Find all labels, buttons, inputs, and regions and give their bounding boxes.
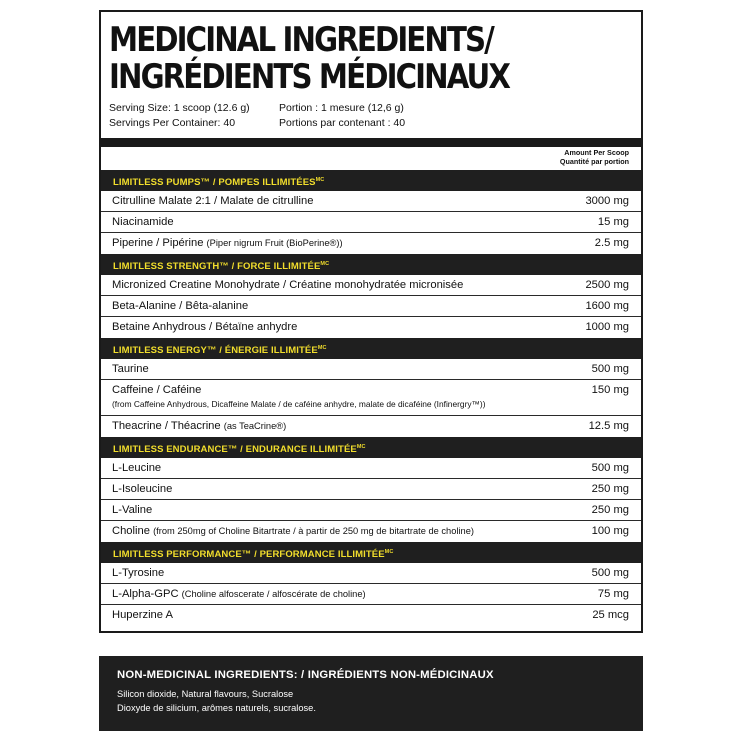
ingredient-row <box>101 191 641 212</box>
ingredient-name: L-Valine <box>112 504 153 516</box>
ingredient-amount: 25 mcg <box>592 609 629 621</box>
ingredient-row <box>101 380 641 416</box>
section-title: LIMITLESS PUMPS™ / POMPES ILLIMITÉES <box>113 177 316 188</box>
section-title: LIMITLESS ENDURANCE™ / ENDURANCE ILLIMITÉE <box>113 444 357 455</box>
ingredient-row <box>101 317 641 338</box>
ingredient-row <box>101 458 641 479</box>
ingredient-amount: 250 mg <box>591 504 629 516</box>
section-trademark: MC <box>320 261 330 267</box>
ingredient-name: L-Alpha-GPC <box>112 588 179 600</box>
section-header <box>101 338 641 359</box>
ingredient-row <box>101 359 641 380</box>
amount-header-en: Amount Per Scoop <box>564 148 629 157</box>
ingredient-name: Choline <box>112 525 150 537</box>
ingredient-source-note: (from Caffeine Anhydrous, Dicaffeine Malate / de caféine anhydre, malate de dicaféine (Infinergry™)) <box>112 399 486 409</box>
servings-per-container-en: Servings Per Container: 40 <box>109 117 236 129</box>
ingredient-amount: 2500 mg <box>585 279 629 291</box>
ingredient-amount: 100 mg <box>591 525 629 537</box>
ingredient-name: Taurine <box>112 363 149 375</box>
panel-title <box>109 22 565 96</box>
ingredient-name-cell <box>112 320 297 335</box>
ingredient-amount: 75 mg <box>597 588 629 600</box>
ingredient-sections <box>101 170 641 626</box>
ingredient-name-cell <box>112 524 474 539</box>
section-title: LIMITLESS PERFORMANCE™ / PERFORMANCE ILLIMITÉE <box>113 549 385 560</box>
ingredient-name-cell <box>112 278 463 293</box>
section-trademark: MC <box>384 549 394 555</box>
section-trademark: MC <box>315 177 325 183</box>
section-trademark: MC <box>356 444 366 450</box>
ingredient-name-cell <box>112 215 174 230</box>
ingredient-name: Citrulline Malate 2:1 / Malate de citrulline <box>112 195 314 207</box>
ingredient-amount: 1000 mg <box>585 321 629 333</box>
non-medicinal-list-en: Silicon dioxide, Natural flavours, Sucralose <box>117 689 294 699</box>
non-medicinal-title: NON-MEDICINAL INGREDIENTS: / INGRÉDIENTS NON-MÉDICINAUX <box>117 669 494 681</box>
ingredient-row <box>101 563 641 584</box>
ingredient-row <box>101 605 641 626</box>
ingredient-name: L-Leucine <box>112 462 162 474</box>
ingredient-name: Huperzine A <box>112 609 173 621</box>
ingredient-note: (Piper nigrum Fruit (BioPerine®)) <box>206 238 343 248</box>
ingredient-amount: 500 mg <box>591 363 629 375</box>
section-header <box>101 254 641 275</box>
ingredient-row <box>101 212 641 233</box>
ingredient-note: (Choline alfoscerate / alfoscérate de choline) <box>181 589 366 599</box>
section-trademark: MC <box>317 345 327 351</box>
non-medicinal-panel <box>99 656 643 731</box>
ingredient-row <box>101 479 641 500</box>
ingredient-name: L-Isoleucine <box>112 483 173 495</box>
ingredient-name-cell <box>112 236 343 251</box>
ingredient-name-cell <box>112 587 366 602</box>
ingredient-amount: 1600 mg <box>585 300 629 312</box>
ingredient-amount: 250 mg <box>591 483 629 495</box>
ingredient-amount: 3000 mg <box>585 195 629 207</box>
ingredient-row <box>101 584 641 605</box>
ingredient-name-cell <box>112 299 248 314</box>
ingredient-name-cell <box>112 482 172 497</box>
amount-header-fr: Quantité par portion <box>559 157 629 166</box>
amount-header <box>560 148 629 166</box>
ingredient-name-cell <box>112 608 173 623</box>
ingredient-name-cell <box>112 362 149 377</box>
ingredient-amount: 150 mg <box>591 384 629 396</box>
divider-bar <box>101 138 641 147</box>
ingredient-name: Betaine Anhydrous / Bétaïne anhydre <box>112 321 298 333</box>
serving-size-fr: Portion : 1 mesure (12,6 g) <box>279 102 404 114</box>
ingredient-amount: 12.5 mg <box>588 420 629 432</box>
ingredient-name: Beta-Alanine / Bêta-alanine <box>112 300 249 312</box>
ingredient-amount: 15 mg <box>597 216 629 228</box>
ingredient-name: Niacinamide <box>112 216 174 228</box>
ingredient-name-cell <box>112 503 152 518</box>
section-title: LIMITLESS STRENGTH™ / FORCE ILLIMITÉE <box>113 261 321 272</box>
ingredient-name: L-Tyrosine <box>112 567 165 579</box>
ingredient-row <box>101 521 641 542</box>
section-header <box>101 170 641 191</box>
ingredient-name-cell <box>112 194 313 209</box>
ingredient-note: (from 250mg of Choline Bitartrate / à partir de 250 mg de bitartrate de choline) <box>153 526 474 536</box>
ingredient-name-cell <box>112 566 164 581</box>
ingredient-name: Caffeine / Caféine <box>112 384 202 396</box>
ingredient-row <box>101 416 641 437</box>
section-title: LIMITLESS ENERGY™ / ÉNERGIE ILLIMITÉE <box>113 345 318 356</box>
title-line-fr: INGRÉDIENTS MÉDICINAUX <box>109 57 510 97</box>
ingredient-note: (as TeaCrine®) <box>223 421 287 431</box>
medicinal-ingredients-panel <box>99 10 643 633</box>
section-header <box>101 542 641 563</box>
ingredient-row <box>101 233 641 254</box>
ingredient-row <box>101 296 641 317</box>
ingredient-amount: 500 mg <box>591 462 629 474</box>
serving-info <box>109 101 405 131</box>
ingredient-name: Micronized Creatine Monohydrate / Créatine monohydratée micronisée <box>112 279 464 291</box>
section-header <box>101 437 641 458</box>
ingredient-row <box>101 275 641 296</box>
servings-per-container-fr: Portions par contenant : 40 <box>279 117 406 129</box>
ingredient-amount: 500 mg <box>591 567 629 579</box>
ingredient-row <box>101 500 641 521</box>
ingredient-name-cell <box>112 383 486 410</box>
title-line-en: MEDICINAL INGREDIENTS/ <box>109 20 493 60</box>
ingredient-name: Piperine / Pipérine <box>112 237 204 249</box>
serving-size-en: Serving Size: 1 scoop (12.6 g) <box>109 102 250 114</box>
ingredient-name: Theacrine / Théacrine <box>112 420 221 432</box>
non-medicinal-list-fr: Dioxyde de silicium, arômes naturels, sucralose. <box>117 703 316 713</box>
ingredient-amount: 2.5 mg <box>594 237 629 249</box>
ingredient-name-cell <box>112 461 161 476</box>
ingredient-name-cell <box>112 419 286 434</box>
